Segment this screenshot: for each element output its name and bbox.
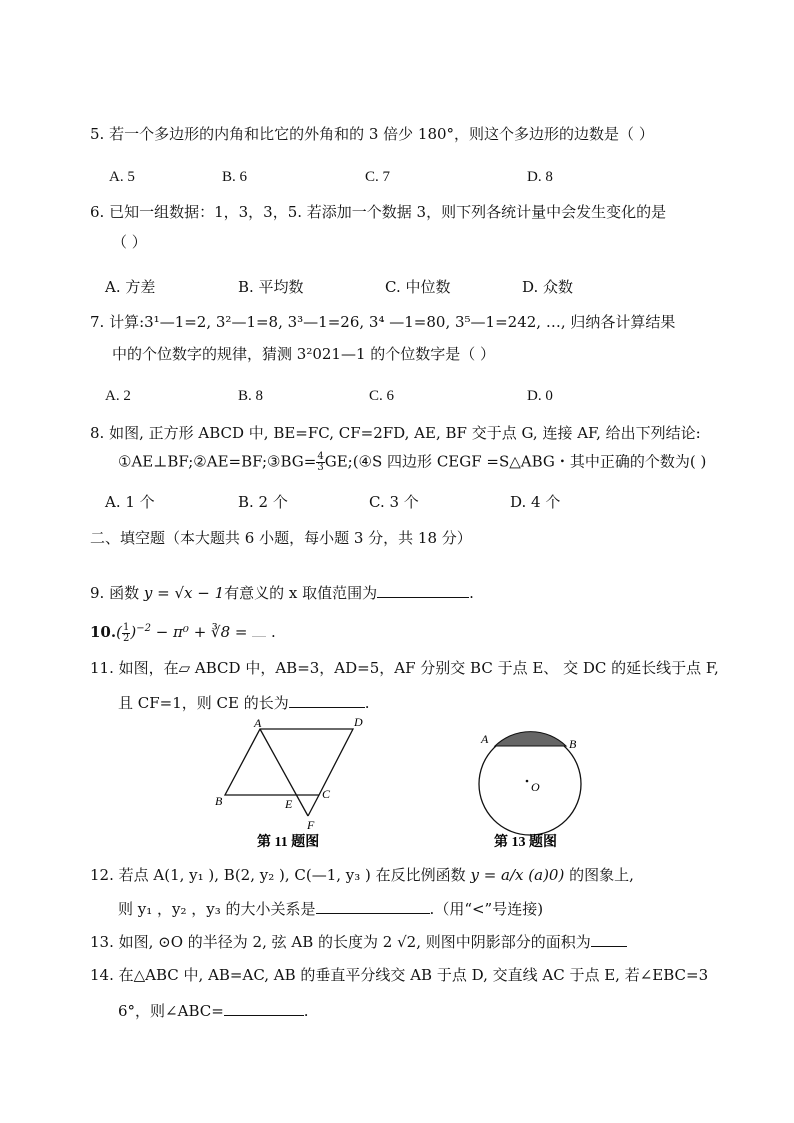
q5-stem: 5. 若一个多边形的内角和比它的外角和的 3 倍少 180°，则这个多边形的边数是（ ） xyxy=(90,125,654,143)
label-o: O xyxy=(531,780,540,794)
segment-af xyxy=(260,729,308,816)
caption-fig-13: 第 13 题图 xyxy=(494,835,557,850)
q10-exponent: −2 xyxy=(136,623,151,634)
q6-stem: 6. 已知一组数据：1，3，3，5. 若添加一个数据 3，则下列各统计量中会发生变化的是 xyxy=(90,203,667,221)
q11-answer-blank[interactable] xyxy=(289,693,365,708)
q7-option-d[interactable]: D. 0 xyxy=(527,388,553,404)
section-title-fill-in: 二、填空题（本大题共 6 小题，每小题 3 分，共 18 分） xyxy=(90,529,472,547)
q11-end: . xyxy=(364,694,370,712)
q6-option-d[interactable]: D. 众数 xyxy=(522,278,574,296)
q7-option-c[interactable]: C. 6 xyxy=(369,388,395,404)
q13-stem xyxy=(90,932,627,951)
label-c: C xyxy=(322,787,331,801)
q6-paren: （ ） xyxy=(112,233,147,251)
q12-line1-a: 12. 若点 A(1, y₁ ), B(2, y₂ ), C(—1, y₃ ) 在反比例函数 xyxy=(90,866,466,884)
q8-option-d[interactable]: D. 4 个 xyxy=(510,493,561,511)
q11-line2: 且 CF=1，则 CE 的长为 xyxy=(118,694,289,712)
q8-option-a[interactable]: A. 1 个 xyxy=(105,493,155,511)
q14-end: . xyxy=(303,1002,309,1020)
q13-line1: 13. 如图, ⊙O 的半径为 2, 弦 AB 的长度为 2 √2, 则图中阴影部分的面积为 xyxy=(90,933,591,951)
q8-conclusions-b: GE;(④S 四边形 CEGF =S△ABG・其中正确的个数为( ) xyxy=(324,452,707,471)
q12-line1-b: 的图象上, xyxy=(564,866,634,884)
center-point xyxy=(526,780,529,783)
q10-prefix: 10. xyxy=(90,623,117,641)
label-a: A xyxy=(481,732,489,746)
q7-option-a[interactable]: A. 2 xyxy=(105,388,131,404)
label-b: B xyxy=(569,737,577,751)
q7-stem: 7. 计算:3¹—1=2, 3²—1=8, 3³—1=26, 3⁴ —1=80, 3⁵—1=242, …, 归纳各计算结果 xyxy=(90,313,676,331)
q13-answer-blank[interactable] xyxy=(591,932,627,947)
shaded-segment xyxy=(495,732,566,746)
q9-end: . xyxy=(469,584,474,602)
q14-line2: 6°，则∠ABC= xyxy=(118,1002,224,1020)
q8-stem: 8. 如图, 正方形 ABCD 中, BE=FC, CF=2FD, AE, BF 交于点 G, 连接 AF, 给出下列结论: xyxy=(90,424,701,442)
q12-answer-blank[interactable] xyxy=(316,899,430,914)
q14-stem: 14. 在△ABC 中, AB=AC, AB 的垂直平分线交 AB 于点 D, 交直线 AC 于点 E, 若∠EBC=3 xyxy=(90,966,709,984)
figure-13-circle xyxy=(472,715,592,855)
caption-fig-11: 第 11 题图 xyxy=(257,835,320,850)
figure-11-parallelogram xyxy=(205,708,375,853)
q6-option-c[interactable]: C. 中位数 xyxy=(385,278,451,296)
q14-answer-blank[interactable] xyxy=(224,1001,304,1016)
circle-o xyxy=(479,733,581,835)
q5-option-c[interactable]: C. 7 xyxy=(365,169,391,185)
label-e: E xyxy=(285,797,293,811)
q9-prefix: 9. 函数 xyxy=(90,584,140,602)
q10-end: . xyxy=(266,623,276,641)
label-a: A xyxy=(254,716,262,730)
q8-conclusions xyxy=(118,452,706,473)
q8-frac-den: 3 xyxy=(317,462,324,473)
q7-option-b[interactable]: B. 8 xyxy=(238,388,264,404)
q10-rest: − π⁰ + ∛8 = xyxy=(150,623,253,641)
q12-formula: y = a/x (a)0) xyxy=(470,866,565,884)
q10-answer-blank[interactable] xyxy=(252,622,266,637)
q5-option-a[interactable]: A. 5 xyxy=(109,169,135,185)
q8-option-c[interactable]: C. 3 个 xyxy=(369,493,419,511)
label-b: B xyxy=(215,794,223,808)
q7-stem-line2: 中的个位数字的规律，猜测 3²021—1 的个位数字是（ ） xyxy=(112,345,496,363)
q10-half-den: 2 xyxy=(122,632,130,644)
q10-half-num: 1 xyxy=(122,621,130,633)
q9-stem xyxy=(90,583,474,602)
q6-option-b[interactable]: B. 平均数 xyxy=(238,278,304,296)
q11-stem: 11. 如图，在▱ ABCD 中，AB=3，AD=5，AF 分别交 BC 于点 E、 交 DC 的延长线于点 F, xyxy=(90,659,719,677)
q12-stem xyxy=(90,866,634,884)
q9-answer-blank[interactable] xyxy=(377,583,469,598)
segment-cf xyxy=(308,795,319,816)
label-f: F xyxy=(307,818,315,832)
q10-stem: 10.( $\frac{1}{2}$ )$^{-2}$ − π⁰ + ∛8 = . xyxy=(90,621,276,644)
q8-frac-num: 4 xyxy=(317,451,324,462)
q8-conclusions-a: ①AE⊥BF;②AE=BF;③BG= xyxy=(118,452,317,471)
q8-fraction xyxy=(316,452,324,473)
label-d: D xyxy=(354,715,363,729)
q5-option-b[interactable]: B. 6 xyxy=(222,169,248,185)
q5-option-d[interactable]: D. 8 xyxy=(527,169,553,185)
q9-formula: y = √x − 1 xyxy=(143,584,225,602)
parallelogram-abcd xyxy=(225,729,353,795)
q12-line2-b: .（用“<”号连接) xyxy=(429,900,544,918)
q8-option-b[interactable]: B. 2 个 xyxy=(238,493,288,511)
q12-line2-a: 则 y₁ ，y₂ ，y₃ 的大小关系是 xyxy=(118,900,316,918)
q14-stem-line2 xyxy=(118,1001,309,1020)
q12-stem-line2 xyxy=(118,899,543,918)
q9-suffix: 有意义的 x 取值范围为 xyxy=(224,584,378,602)
q6-option-a[interactable]: A. 方差 xyxy=(105,278,156,296)
